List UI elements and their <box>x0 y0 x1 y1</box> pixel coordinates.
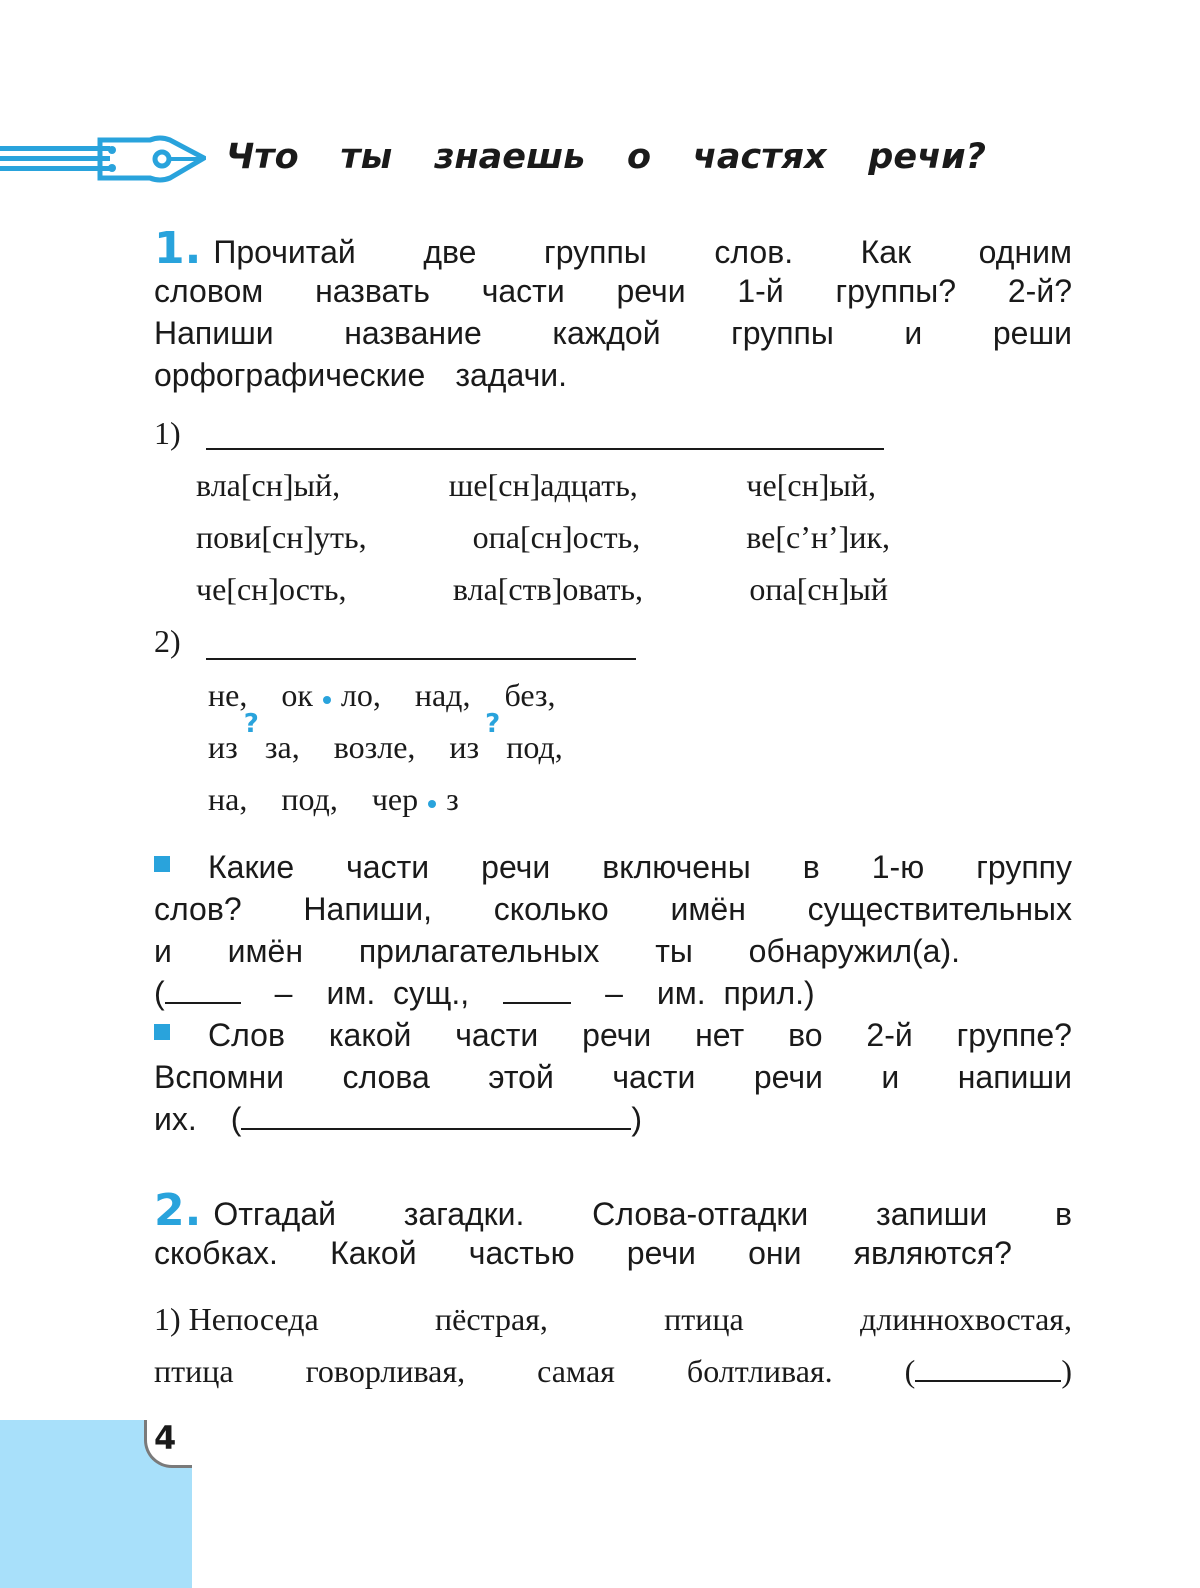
word: и <box>154 933 172 969</box>
word: болтливая. <box>686 1353 833 1389</box>
riddle-answer-blank[interactable] <box>915 1354 1061 1382</box>
word: чер <box>371 781 419 817</box>
word: включены <box>602 849 751 885</box>
q2-line-2 <box>154 1056 1072 1098</box>
word: птица <box>664 1301 744 1337</box>
question-mark-icon: ? <box>243 709 259 739</box>
missing-letter-marker <box>323 696 331 704</box>
word: под, <box>281 781 338 817</box>
word: орфографические <box>154 357 426 393</box>
word: слов. <box>714 234 794 270</box>
title-word: частях <box>692 137 827 177</box>
group1-row-2 <box>196 516 890 558</box>
q1-line-3 <box>154 930 960 972</box>
word: пови[сн]уть, <box>196 519 367 555</box>
adj-abbr: им. прил.) <box>656 975 815 1011</box>
q1-line-1 <box>154 846 1072 888</box>
word: существительных <box>807 891 1072 927</box>
q1-answer-line <box>154 972 894 1014</box>
group1-row-1 <box>196 464 876 506</box>
word: из <box>208 729 238 765</box>
paren: ( <box>230 1101 242 1137</box>
word: этой <box>488 1059 554 1095</box>
group1-answer-blank[interactable] <box>206 448 884 450</box>
word: словом <box>154 273 264 309</box>
word: группе? <box>956 1017 1072 1053</box>
word: речи <box>616 273 686 309</box>
word: части <box>612 1059 696 1095</box>
word: Прочитай <box>213 234 356 270</box>
task1-number: 1. <box>154 223 202 274</box>
word: длиннохвостая, <box>859 1301 1072 1337</box>
word: напиши <box>957 1059 1072 1095</box>
task1-line-3 <box>154 312 1072 354</box>
word: какой <box>328 1017 412 1053</box>
riddle-line-2 <box>154 1350 1072 1392</box>
word: в <box>1054 1196 1072 1232</box>
missing-part-of-speech-blank[interactable] <box>241 1102 631 1130</box>
group2-answer-blank[interactable] <box>206 658 636 660</box>
word: в <box>802 849 820 885</box>
word: без, <box>504 677 556 713</box>
word: 1-ю <box>871 849 925 885</box>
word: з <box>446 781 459 817</box>
word: вла[ств]овать, <box>452 571 644 607</box>
word: Какой <box>330 1235 417 1271</box>
word: части <box>455 1017 539 1053</box>
word: птица <box>154 1353 234 1389</box>
noun-count-blank[interactable] <box>165 976 241 1004</box>
word: из <box>449 729 480 765</box>
dash: – <box>605 975 623 1011</box>
word: Напиши <box>154 315 274 351</box>
word: опа[сн]ость, <box>472 519 641 555</box>
paren: ) <box>631 1101 643 1137</box>
title-word: о <box>627 137 652 177</box>
missing-letter-marker <box>428 800 436 808</box>
word: возле, <box>333 729 416 765</box>
word: ло, <box>340 677 381 713</box>
word: назвать <box>315 273 430 309</box>
page-title <box>226 134 986 180</box>
word: 1-й <box>737 273 784 309</box>
word: 2-й? <box>1007 273 1072 309</box>
word: че[сн]ый, <box>746 467 876 503</box>
word: название <box>344 315 482 351</box>
word: одним <box>978 234 1072 270</box>
word: каждой <box>552 315 661 351</box>
word: сколько <box>493 891 609 927</box>
word: самая <box>537 1353 615 1389</box>
group2-row-2 <box>208 709 597 771</box>
word: реши <box>992 315 1072 351</box>
word: Слов <box>208 1017 285 1053</box>
word: имён <box>670 891 746 927</box>
word: ты <box>655 933 693 969</box>
q1-line-2 <box>154 888 1072 930</box>
task2-line-1 <box>154 1185 1072 1236</box>
word: ше[сн]адцать, <box>448 467 638 503</box>
bullet-square-icon <box>154 856 170 872</box>
group2-row-3 <box>208 778 459 820</box>
word: во <box>788 1017 823 1053</box>
word: части <box>346 849 430 885</box>
group1-row-3 <box>196 568 888 610</box>
word: и <box>904 315 923 351</box>
bullet-square-icon <box>154 1024 170 1040</box>
q2-line-1 <box>154 1014 1072 1056</box>
dash: – <box>274 975 293 1011</box>
page-number: 4 <box>154 1419 177 1457</box>
word: скобках. <box>154 1235 278 1271</box>
word: ок <box>281 677 313 713</box>
q2-answer-line <box>154 1098 1072 1140</box>
word: че[сн]ость, <box>196 571 347 607</box>
word: обнаружил(а). <box>748 933 960 969</box>
word: и <box>881 1059 900 1095</box>
word: не, <box>208 677 248 713</box>
word: нет <box>695 1017 745 1053</box>
word: Отгадай <box>213 1196 336 1232</box>
adj-count-blank[interactable] <box>503 976 571 1004</box>
question-mark-icon: ? <box>485 709 501 739</box>
word: слова <box>342 1059 430 1095</box>
word: Слова-отгадки <box>592 1196 809 1232</box>
group1-label: 1) <box>154 415 181 451</box>
word: части <box>481 273 565 309</box>
word: 2-й <box>866 1017 913 1053</box>
word: являются? <box>853 1235 1012 1271</box>
word: запиши <box>876 1196 988 1232</box>
word: на, <box>208 781 248 817</box>
word: прилагательных <box>358 933 600 969</box>
pen-nib-icon <box>0 132 206 188</box>
word: группу <box>976 849 1072 885</box>
word: под, <box>506 729 563 765</box>
word: имён <box>227 933 304 969</box>
word: над, <box>414 677 471 713</box>
group2-label: 2) <box>154 623 181 659</box>
title-word: речи? <box>868 137 986 177</box>
word: речи <box>582 1017 652 1053</box>
word: частью <box>468 1235 575 1271</box>
word: говорливая, <box>305 1353 466 1389</box>
task1-line-1 <box>154 223 1072 274</box>
word: пёстрая, <box>435 1301 548 1337</box>
paren: ( <box>154 975 165 1011</box>
word: Напиши, <box>303 891 432 927</box>
word: группы <box>544 234 647 270</box>
word: загадки. <box>403 1196 525 1232</box>
word: за, <box>264 729 300 765</box>
word: Вспомни <box>154 1059 285 1095</box>
word: речи <box>626 1235 696 1271</box>
word: речи <box>753 1059 823 1095</box>
word: задачи. <box>455 357 567 393</box>
word: вла[сн]ый, <box>196 467 341 503</box>
word: они <box>748 1235 802 1271</box>
title-word: знаешь <box>434 137 586 177</box>
word: группы? <box>835 273 957 309</box>
task1-line-2 <box>154 270 1072 312</box>
paren: ) <box>1061 1353 1072 1389</box>
title-word: ты <box>340 137 393 177</box>
word: Как <box>860 234 912 270</box>
word: две <box>423 234 477 270</box>
task2-number: 2. <box>154 1185 202 1236</box>
word: слов? <box>154 891 242 927</box>
task2-line-2 <box>154 1232 1012 1274</box>
word: группы <box>731 315 834 351</box>
word: 1) Непоседа <box>154 1301 319 1337</box>
riddle-line-1 <box>154 1298 1072 1340</box>
word: Какие <box>208 849 295 885</box>
word: речи <box>481 849 551 885</box>
paren: ( <box>904 1353 916 1389</box>
group2-row-1 <box>208 674 590 716</box>
task1-line-4 <box>154 354 1072 396</box>
word: их. <box>154 1101 197 1137</box>
noun-abbr: им. сущ., <box>326 975 470 1011</box>
title-word: Что <box>226 137 299 177</box>
word: опа[сн]ый <box>749 571 888 607</box>
word: ве[с’н’]ик, <box>746 519 890 555</box>
